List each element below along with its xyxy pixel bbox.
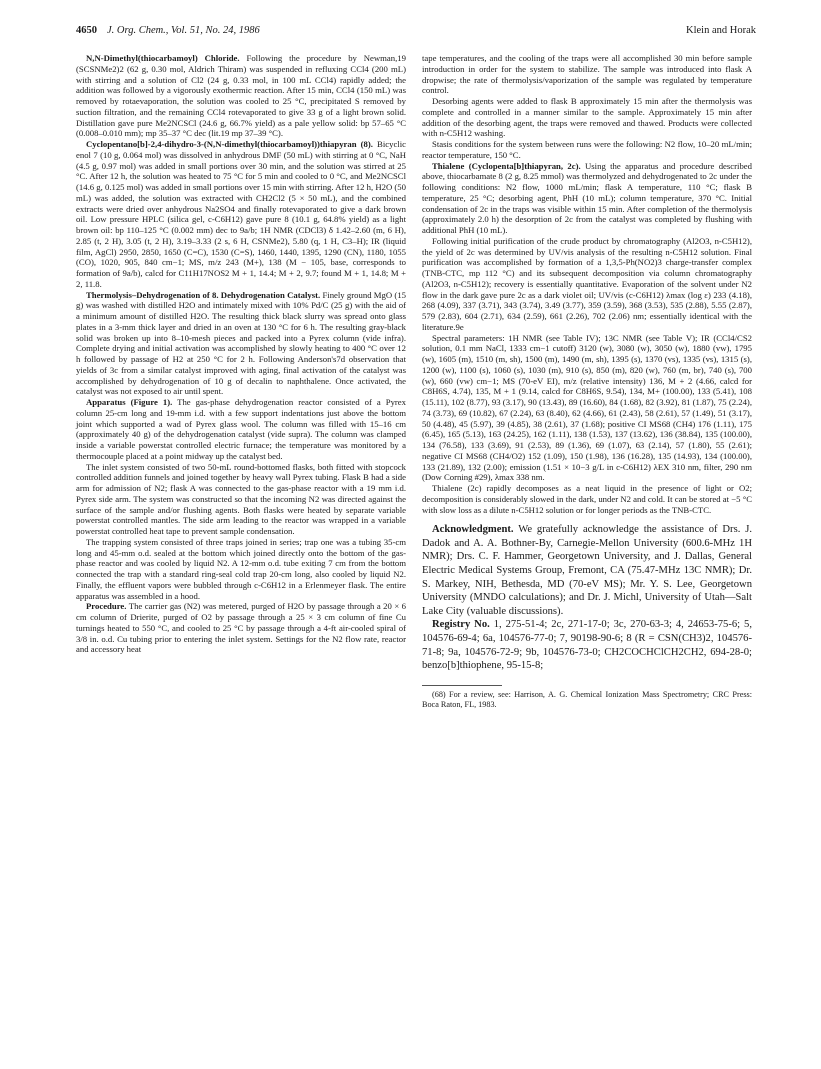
paragraph-text: The carrier gas (N2) was metered, purged of H2O by passage through a 20 × 6 cm column of Drierite, purged of O2 by passage through a 25 × 3 cm column of fine Cu turnings heated to 550 °C, and cooled to 25 °C by passage through a 4-ft air-cooled spiral of 3/8 in. o.d. Cu tubing prior to entering the inlet system. Settings for the N2 flow rate, reactor and accessory heat <box>76 601 407 655</box>
paragraph <box>76 290 406 398</box>
paragraph <box>76 537 406 602</box>
paragraph-text: The inlet system consisted of two 50-mL round-bottomed flasks, both fitted with stopcock controlled addition funnels and joined together by heavy wall Pyrex tubing. Flask B had a side arm for admission of N2; flask A was connected to the gas-phase reactor with a 19 mm i.d. Pyrex side arm. The system was constructed so that the incoming N2 was directed against the surface of the sample and/or flushing agents. Both flasks were heated by separate variable powerstat controlled mantles. The side arm leading to the reactor was wrapped in a variable powerstat controlled heat tape to prevent sample condensation. <box>76 461 406 536</box>
paragraph <box>76 462 406 537</box>
acknowledgment-paragraph <box>422 523 752 618</box>
registry-paragraph <box>422 618 752 672</box>
journal-citation: J. Org. Chem., Vol. 51, No. 24, 1986 <box>107 25 260 36</box>
paragraph-text: Following initial purification of the crude product by chromatography (Al2O3, n-C5H12), the yield of 2c was determined by UV/vis analysis of the resulting n-C5H12 solution. Final purification was accomplished by formation of a 1,3,5-Ph(NO2)3 charge-transfer complex (TNB-CTC, mp 112 °C) and its subsequent decomposition via column chromatography (Al2O3, n-C5H12); recovery is essentially quantitative. Evaporation of the solvent under N2 flow in the dark gave pure 2c as a dark violet oil; UV/vis (c-C6H12) λmax (log ε) 233 (4.18), 268 (4.09), 337 (3.71), 343 (3.74), 3.49 (3.77), 359 (3.59), 368 (3.53), 535 (2.88), 5.55 (2.87), 579 (2.83), 604 (2.71), 634 (2.59), 661 (2.26), 702 (2.06) nm; essentially identical with the literature.9e <box>422 235 752 332</box>
paragraph-text: Finely ground MgO (15 g) was washed with distilled H2O and intimately mixed with 10% Pd/C (25 g) with the aid of a minimum amount of distilled H2O. The resulting thick black slurry was spread onto glass plates in a 3-mm thick layer and dried in an oven at 130 °C for 6 h. The resulting gray-black solid was broken up into 8–10-mesh pieces and packed into a Pyrex column (vide infra). Complete drying and initial activation was accomplished by slowly heating to 400 °C over 12 h followed by passage of H2 at 250 °C for 2 h. Following Anderson's7d observation that yields of 3c from a similar catalyst improved with aging, final activation of the catalyst was accomplished by dehydrogenation of 10 g of decalin to naphthalene. Once activated, the catalyst was not exposed to air until spent. <box>76 289 407 397</box>
paragraph-text: The gas-phase dehydrogenation reactor consisted of a Pyrex column 25-cm long and 19-mm i.d. with a few support indentations just above the bottom joint which supported a wad of Pyrex glass wool. The column was filled with 15–16 cm (approximately 40 g) of the dehydrogenation catalyst (vide supra). The column was clamped inside a variable powerstat controlled electric furnace; the temperature was monitored by a thermocouple placed at a point midway up the catalyst bed. <box>76 397 407 461</box>
paragraph <box>422 139 752 161</box>
paragraph-text: Spectral parameters: 1H NMR (see Table IV); 13C NMR (see Table V); IR (CCl4/CS2 solution, 0.1 mm NaCl, 1333 cm−1 cutoff) 3120 (w), 3080 (w), 3050 (w), 1880 (vw), 1795 (w), 1605 (m), 1510 (m, sh), 1500 (m), 1490 (m, sh), 1395 (s), 1370 (vs), 1335 (vs), 1315 (s), 1200 (w), 1100 (s), 1060 (s), 1030 (m), 910 (s), 850 (m), 820 (w), 760 (m, br), 740 (s), 700 (w), 660 (vw) cm−1; MS (70-eV EI), m/z (relative intensity) 136, M + 2 (4.66, calcd for C8H6S, 4.74), 135, M + 1 (9.14, calcd for C8H6S, 9.54), 134, M+ (100.00), 133 (5.41), 108 (15.11), 102 (8.77), 93 (3.17), 90 (13.43), 89 (16.60), 84 (1.68), 82 (3.92), 81 (1.87), 75 (2.24), 74 (3.73), 69 (10.82), 67 (2.24), 63 (8.40), 62 (4.66), 61 (2.43), 58 (2.61), 57 (1.49), 51 (3.17), 50 (4.48), 45 (5.97), 39 (4.85), 38 (2.61), 37 (1.68); positive CI MS68 (CH4) 176 (1.11), 175 (6.45), 165 (5.13), 163 (24.25), 162 (1.11), 138 (1.53), 137 (13.62), 136 (38.84), 135 (100.00), 134 (76.58), 133 (3.69), 91 (2.53), 89 (1.36), 69 (1.07), 63 (2.14), 57 (1.80), 55 (2.61); negative CI MS68 (CH4/O2) 152 (1.09), 150 (1.98), 136 (16.28), 135 (14.93), 134 (100.00), 133 (21.89), 132 (2.00); emission (1.51 × 10−3 g/L in c-C6H12) λEX 310 nm, filter, 290 nm (Dow Corning #29), λmax 338 nm. <box>422 332 752 483</box>
registry-heading: Registry No. <box>432 619 490 631</box>
section-heading: Apparatus (Figure 1). <box>86 397 173 407</box>
paragraph <box>422 161 752 236</box>
paragraph <box>422 333 752 484</box>
running-header <box>76 25 756 43</box>
paragraph-text: The trapping system consisted of three traps joined in series; trap one was a tubing 35-cm long and 45-mm o.d. sealed at the bottom which joined directly onto the bottom of the gas-phase reactor and was cooled by liquid N2. A 12-mm o.d. tube exiting 7 cm from the bottom connected the trap with a standard ring-seal cold trap 20-cm long, also cooled by liquid N2. Finally, the effluent vapors were bubbled through c-C6H12 in a Erlenmeyer flask. The entire apparatus was assembled in a hood. <box>76 536 406 601</box>
paragraph <box>422 236 752 333</box>
running-authors: Klein and Horak <box>686 25 756 36</box>
right-column <box>422 53 752 710</box>
paragraph <box>76 601 406 655</box>
paragraph <box>76 139 406 290</box>
footnote-rule <box>422 685 502 686</box>
paragraph-text: Using the apparatus and procedure described above, thiocarbamate 8 (2 g, 8.25 mmol) was thermolyzed and dehydrogenated to 2c under the following conditions: N2 flow, 1000 mL/min; flask A temperature, 110 °C; flask B temperature, 25 °C; desorbing agent, PhH (10 mL); column temperature, 370 °C. Initial condensation of 2c in the traps was visible within 15 min. After completion of the thermolysis (approximately 2.0 h) the desorption of 2c from the catalyst was completed by flushing with additional PhH (10 mL). <box>422 160 753 235</box>
registry-text: 1, 275-51-4; 2c, 271-17-0; 3c, 270-63-3; 4, 24653-75-6; 5, 104576-69-4; 6a, 104576-77-0; 7, 90198-90-6; 8 (R = CSN(CH3)2, 104576-71-8; 9a, 104576-72-9; 9b, 104576-73-0; CH2COCHClCH2CH2, 694-28-0; benzo[b]thiophene, 95-15-8; <box>422 619 752 672</box>
section-heading: Thermolysis–Dehydrogenation of 8. Dehydrogenation Catalyst. <box>86 289 321 300</box>
section-heading: N,N-Dimethyl(thiocarbamoyl) Chloride. <box>86 53 240 63</box>
left-column <box>76 53 406 655</box>
paragraph-text: Following the procedure by Newman,19 (SCSNMe2)2 (62 g, 0.30 mol, Aldrich Thiram) was suspended in refluxing CCl4 (200 mL) with stirring and a solution of Cl2 (24 g, 0.33 mol, in 100 mL CCl4) rapidly added; the addition was followed by a vigorously exothermic reaction. After 15 min, CCl4 (150 mL) was removed by rotaevaporation, the solution was cooled to 25 °C, precipitated S removed by suction filtration, and the remaining CCl4 rotevaporated to give 33 g of a light brown solid. Distillation gave pure Me2NCSCl (24.6 g, 66.7% yield) as a pale yellow solid: bp 57–65 °C (0.008–0.010 mm); mp 35–37 °C dec (lit.19 mp 37–39 °C). <box>76 53 406 139</box>
footnote: (68) For a review, see: Harrison, A. G. Chemical Ionization Mass Spectrometry; CRC Press: Boca Raton, FL, 1983. <box>422 689 752 709</box>
paragraph-text: Stasis conditions for the system between runs were the following: N2 flow, 10–20 mL/min; reactor temperature, 150 °C. <box>422 139 752 160</box>
paragraph <box>422 53 752 96</box>
acknowledgment-text: We gratefully acknowledge the assistance of Drs. J. Dadok and A. A. Bothner-By, Carnegie-Mellon University (600.6-MHz 1H NMR); Drs. C. F. Hammer, Georgetown University, and J. Dallas, General Electric Medical Systems Group, Fremont, CA (75.47-MHz 13C NMR); Dr. S. Markey, NIH, Bethesda, MD (70-eV MS); Mr. Y. S. Lee, Georgetown University (MNDO calculations); and Dr. J. Michl, University of Utah—Salt Lake City (valuable discussions). <box>422 524 752 617</box>
section-heading: Cyclopentano[b]-2,4-dihydro-3-(N,N-dimethyl(thiocarbamoyl))thiapyran (8). <box>86 139 373 149</box>
section-heading: Procedure. <box>86 601 127 612</box>
paragraph-text: tape temperatures, and the cooling of the traps were all accomplished 30 min before sample introduction in order for the system to stabilize. The sample was introduced into flask A dropwise; the rate of thermolysis/vaporization of the sample was regulated by temperature control. <box>422 53 752 96</box>
paragraph <box>422 96 752 139</box>
page-number: 4650 <box>76 25 97 36</box>
paragraph-text: Desorbing agents were added to flask B approximately 15 min after the thermolysis was complete and controlled in a manner similar to the sample. Approximately 15 min after addition of the desorbing agent, the traps were removed and thawed. Products were collected with n-C5H12 washing. <box>422 96 752 139</box>
right-paragraphs <box>422 53 752 515</box>
paragraph <box>76 53 406 139</box>
section-heading: Thialene (Cyclopenta[b]thiapyran, 2c). <box>432 160 581 171</box>
paragraph <box>76 397 406 462</box>
paragraph-text: Bicyclic enol 7 (10 g, 0.064 mol) was dissolved in anhydrous DMF (50 mL) with stirring at 0 °C, NaH (4.5 g, 0.97 mol) was added in small portions over 30 min, and the solution was stirred at 25 °C. After 12 h, the solution was heated to 75 °C for 5 min and cooled to 0 °C, and Me2NCSCl (14.6 g, 0.125 mol) was added in small portions over 15 min with stirring. After 12 h, H2O (50 mL) was added, the solution was extracted with CH2Cl2 (5 × 50 mL), and the combined extracts were dried over anhydrous Na2SO4 and finally rotevaporated to give a dark brown oil. Low pressure HPLC (silica gel, c-C6H12) gave pure 8 (10.1 g, 64.8% yield) as a light brown oil: bp 110–125 °C (0.002 mm) dec to 9a/b; 1H NMR (CDCl3) δ 1.42–2.60 (m, 6 H), 2.85 (t, 2 H), 3.05 (t, 2 H), 3.19–3.33 (2 s, 6 H, CSNMe2), 5.80 (q, 1 H, C3–H); IR (liquid film, AgCl) 2950, 2850, 1650 (C=C), 1530 (C=S), 1460, 1440, 1395, 1290 (CN), 1180, 1055 (CO), 1020, 905, 840 cm−1; MS, m/z 243 (M+), 138 (M − 105, base, corresponds to formation of 9a/b), calcd for C11H17NOS2 M + 1, 14.4; M + 2, 9.7; found M + 1, 14.8; M + 2, 11.8. <box>76 139 406 289</box>
paragraph-text: Thialene (2c) rapidly decomposes as a neat liquid in the presence of light or O2; decomposition is considerably slowed in the dark, under N2 and cold. It can be stored at −5 °C with slow loss as a dilute n-C5H12 solution or for longer periods as the TNB-CTC. <box>422 483 752 515</box>
paragraph <box>422 483 752 515</box>
acknowledgment-heading: Acknowledgment. <box>432 524 514 536</box>
